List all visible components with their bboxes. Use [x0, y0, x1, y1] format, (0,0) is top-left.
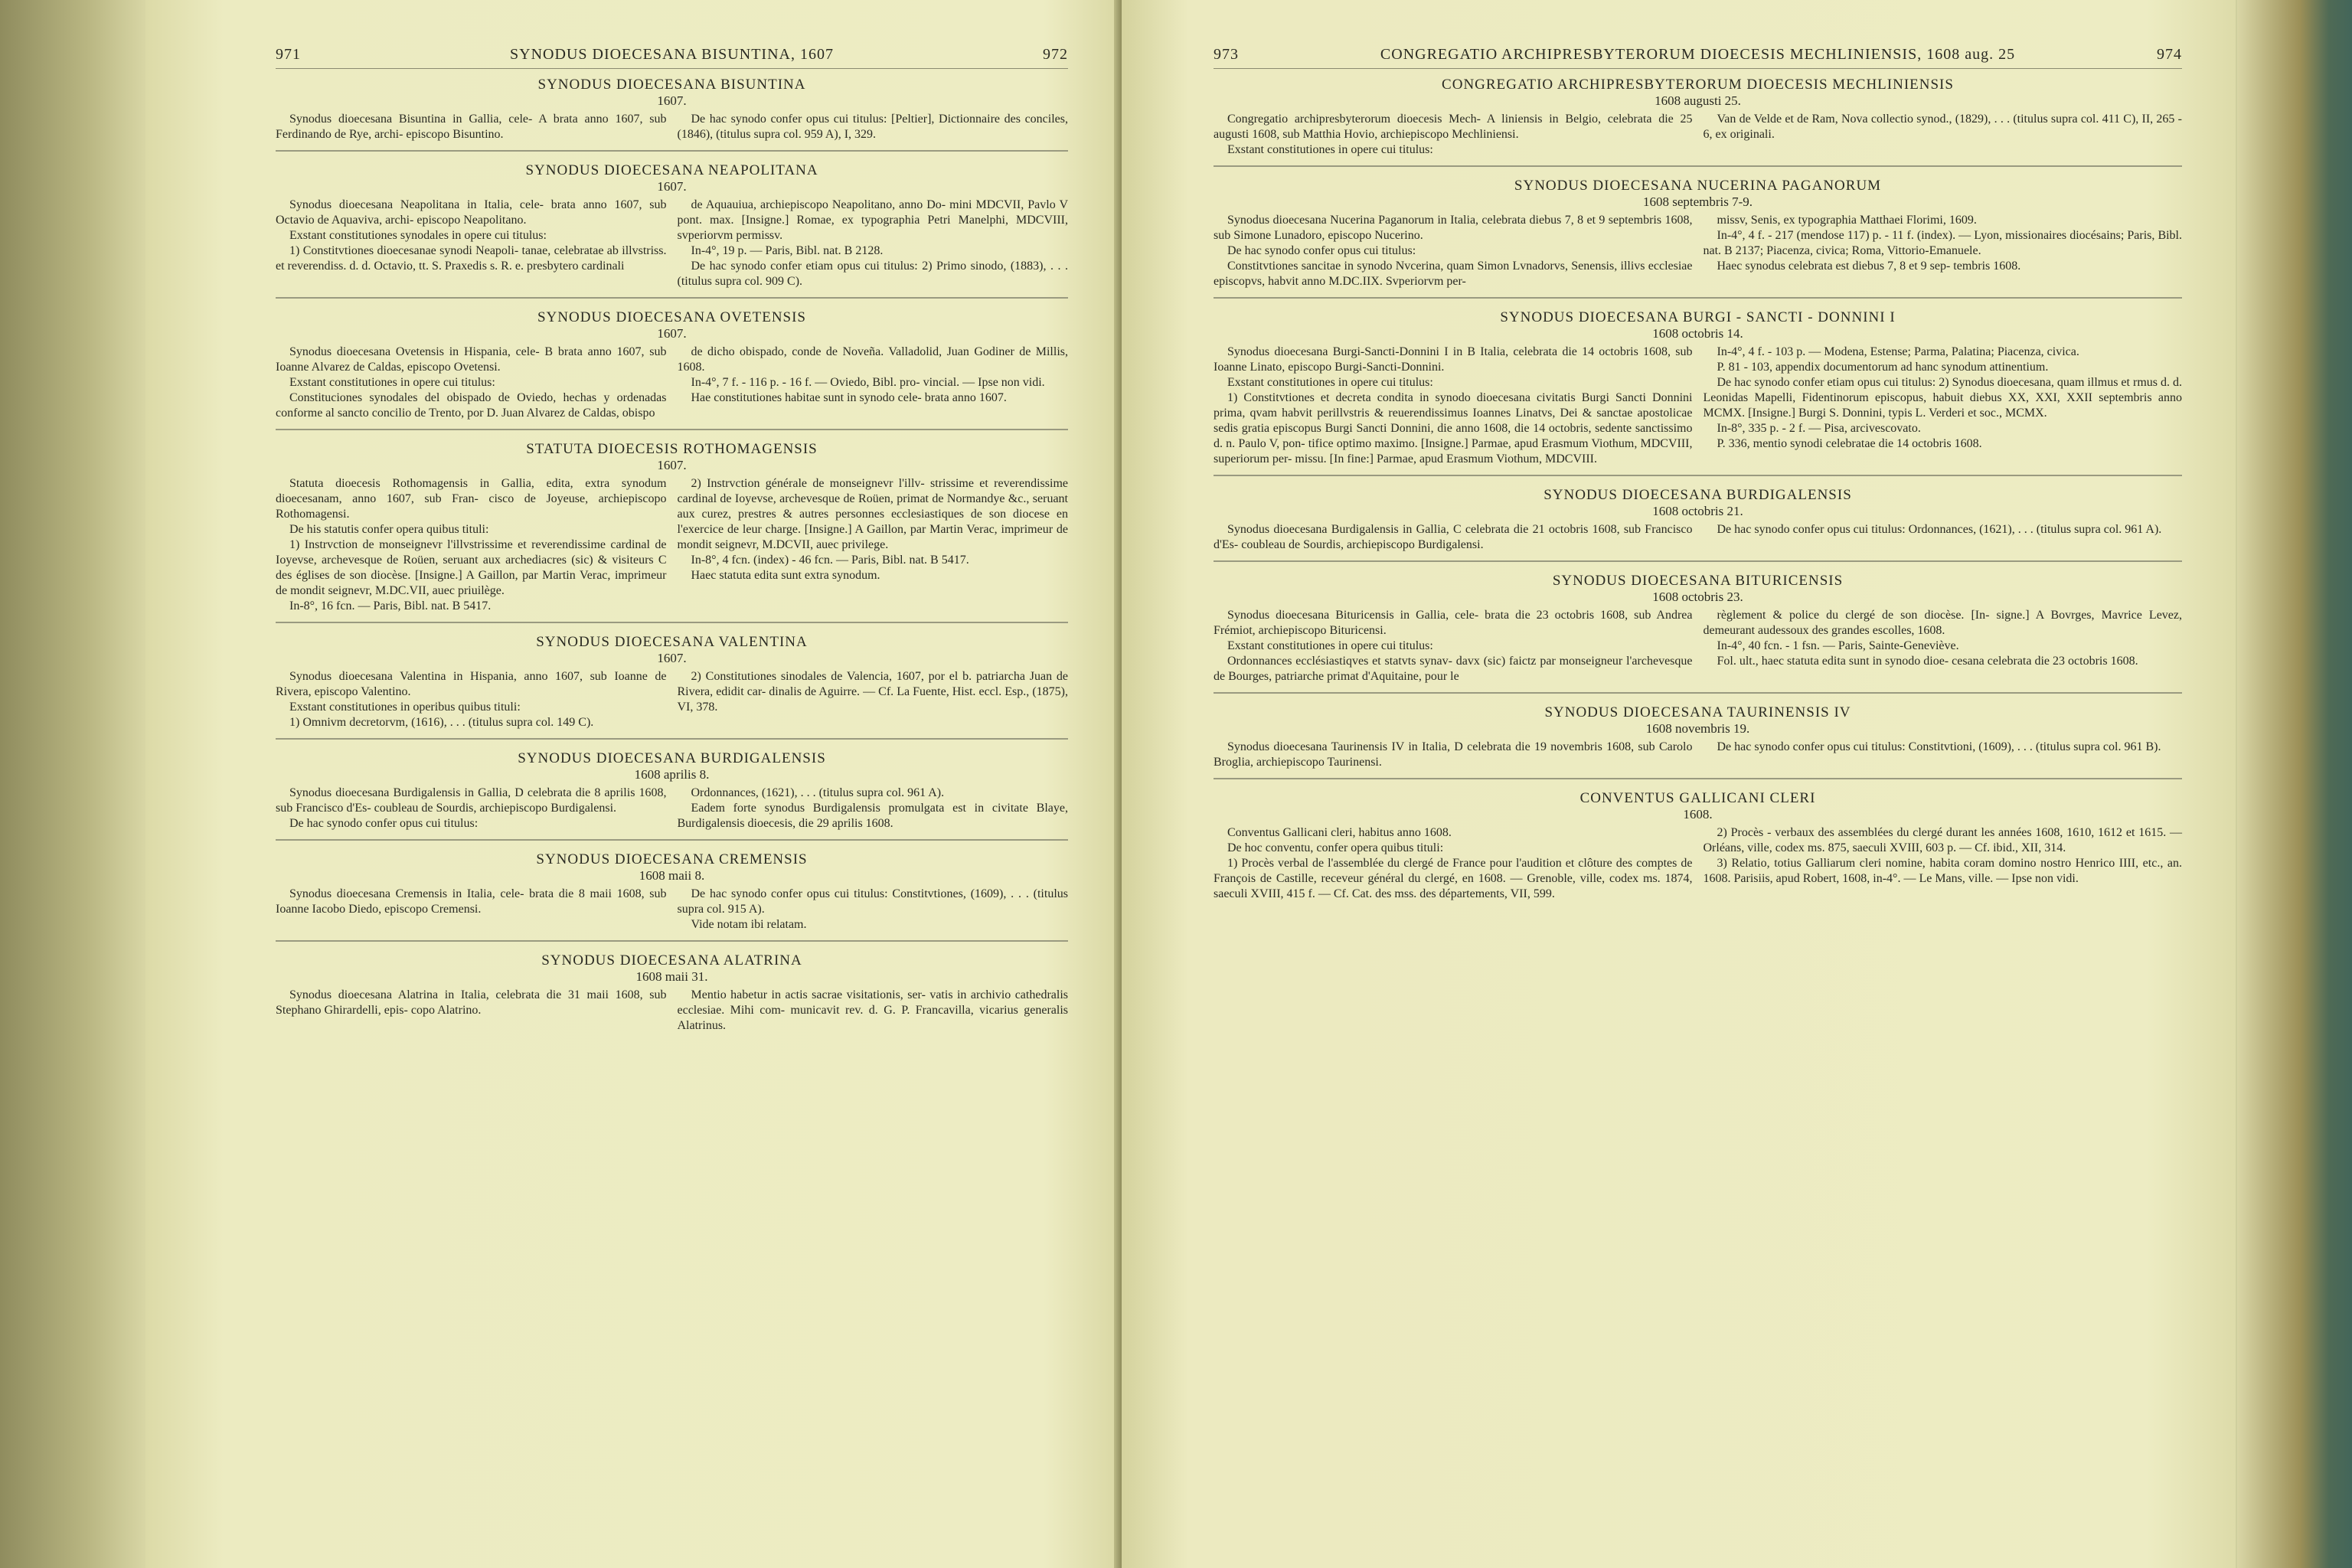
entry-col2: [1704, 522, 2183, 553]
entry-columns: [276, 198, 1068, 289]
entry: [1214, 704, 2182, 779]
entry-col2: [678, 112, 1069, 142]
entry-columns: [1214, 213, 2182, 289]
entry-col1: [276, 786, 667, 831]
entry-col1: [1214, 608, 1693, 684]
entry-col2: [678, 476, 1069, 614]
paragraph: In-4°, 4 f. - 217 (mendose 117) p. - 11 f. (index). — Lyon, missionaires diocésains; Paris, Bibl. nat. B 2137; Piacenza, civica; Roma, Vittorio-Emanuele.: [1703, 229, 2182, 257]
entry-title: SYNODUS DIOECESANA TAURINENSIS IV: [1544, 704, 1851, 720]
paragraph: Exstant constitutiones synodales in opere cui titulus:: [289, 229, 547, 242]
entry-col2: [1704, 345, 2183, 467]
paragraph: Exstant constitutiones in opere cui titulus:: [1227, 376, 1433, 389]
entry-col1: [1214, 740, 1693, 770]
book-edge-left: [0, 0, 145, 1568]
paragraph: 1) Constitvtiones dioecesanae synodi Neapoli- tanae, celebratae ab illvstriss. et reverendiss. d. d. Octavio, tt. S. Praxedis s. R. e. presbytero cardinali: [276, 244, 667, 273]
entry: [276, 851, 1068, 942]
paragraph: règlement & police du clergé de son diocèse. [In- signe.] A Bovrges, Mavrice Levez, demeurant audessoux des grandes escolles, 1608.: [1703, 609, 2182, 637]
entry: [276, 162, 1068, 299]
entry-col1: [1214, 213, 1693, 289]
entry-columns: [1214, 740, 2182, 770]
page-number: 974: [2157, 46, 2182, 63]
entry-title: SYNODUS DIOECESANA BURGI - SANCTI - DONNINI I: [1500, 309, 1896, 325]
entry-columns: [276, 887, 1068, 933]
paragraph: Vide notam ibi relatam.: [691, 918, 807, 931]
entry-date: 1608 octobris 14.: [1652, 326, 1743, 341]
entry-title: SYNODUS DIOECESANA NEAPOLITANA: [525, 162, 818, 178]
entry-col2: [1704, 112, 2183, 158]
paragraph: Constituciones synodales del obispado de Oviedo, hechas y ordenadas conforme al sancto concilio de Trento, por D. Juan Alvarez de Caldas, obispo: [276, 391, 667, 420]
paragraph: Ordonnances ecclésiastiqves et statvts synav- davx (sic) faictz par monseigneur l'archevesque de Bourges, patriarche primat d'Aquitaine, pour le: [1214, 655, 1693, 683]
paragraph: 3) Relatio, totius Galliarum cleri nomine, habita coram domino nostro Henrico IIII, etc., an. 1608. Parisiis, apud Robert, 1608, in-4°. — Le Mans, ville. — Ipse non vidi.: [1703, 857, 2182, 885]
entry-date: 1608 septembris 7-9.: [1642, 194, 1753, 209]
entry-date: 1607.: [657, 179, 687, 194]
page-number: 972: [1043, 46, 1068, 63]
paragraph: Van de Velde et de Ram, Nova collectio synod., (1829), . . . (titulus supra col. 411 C), II, 265 - 6, ex originali.: [1703, 113, 2182, 141]
paragraph: Synodus dioecesana Burgi-Sancti-Donnini I in B Italia, celebrata die 14 octobris 1608, sub Ioanne Linato, episcopo Burgi-Sancti-Donnini.: [1214, 345, 1693, 374]
running-title: SYNODUS DIOECESANA BISUNTINA, 1607: [510, 46, 834, 63]
entry-date: 1608 aprilis 8.: [634, 767, 710, 782]
entry-col1: [276, 198, 667, 289]
paragraph: In-8°, 16 fcn. — Paris, Bibl. nat. B 5417.: [289, 599, 492, 612]
paragraph: Hae constitutiones habitae sunt in synodo cele- brata anno 1607.: [691, 391, 1007, 404]
paragraph: Exstant constitutiones in opere cui titulus:: [1227, 639, 1433, 652]
paragraph: P. 81 - 103, appendix documentorum ad hanc synodum attinentium.: [1717, 361, 2049, 374]
running-head: [276, 46, 1068, 69]
entry-title: SYNODUS DIOECESANA BURDIGALENSIS: [518, 750, 826, 766]
entry-title: CONGREGATIO ARCHIPRESBYTERORUM DIOECESIS MECHLINIENSIS: [1442, 77, 1954, 93]
entry-date: 1608 octobris 23.: [1652, 590, 1743, 604]
paragraph: Synodus dioecesana Valentina in Hispania, anno 1607, sub Ioanne de Rivera, episcopo Valentino.: [276, 670, 667, 698]
entry-date: 1608 augusti 25.: [1655, 93, 1741, 108]
paragraph: de Aquauiua, archiepiscopo Neapolitano, anno Do- mini MDCVII, Pavlo V pont. max. [Insigne.] Romae, ex typographia Petri Manelphi, MDCVIII, svperiorvm permissv.: [677, 198, 1068, 242]
paragraph: Conventus Gallicani cleri, habitus anno 1608.: [1227, 826, 1452, 839]
entry-columns: [1214, 345, 2182, 467]
entry-columns: [1214, 522, 2182, 553]
paragraph: De hac synodo confer opus cui titulus: Ordonnances, (1621), . . . (titulus supra col. 961 A).: [1717, 523, 2162, 536]
entry-title: STATUTA DIOECESIS ROTHOMAGENSIS: [526, 441, 818, 457]
paragraph: Exstant constitutiones in opere cui titulus:: [289, 376, 495, 389]
paragraph: De hoc conventu, confer opera quibus tituli:: [1227, 841, 1444, 854]
paragraph: Exstant constitutiones in operibus quibus tituli:: [289, 701, 521, 714]
entry-date: 1607.: [657, 458, 687, 472]
entry-col1: [276, 345, 667, 421]
entry-date: 1608.: [1683, 807, 1713, 822]
entry: [276, 952, 1068, 1041]
entry: [276, 750, 1068, 841]
entry-title: SYNODUS DIOECESANA CREMENSIS: [536, 851, 808, 867]
entry: [276, 309, 1068, 430]
paragraph: Mentio habetur in actis sacrae visitationis, ser- vatis in archivio cathedralis ecclesiae. Mihi com- municavit rev. d. G. P. Francavilla, vicarius generalis Alatrinus.: [677, 988, 1068, 1032]
entry-col1: [276, 669, 667, 730]
entry: [1214, 573, 2182, 694]
entry-columns: [276, 112, 1068, 142]
paragraph: De hac synodo confer opus cui titulus:: [1227, 244, 1416, 257]
paragraph: Haec statuta edita sunt extra synodum.: [691, 569, 880, 582]
entry-col1: [1214, 522, 1693, 553]
entry-col1: [276, 887, 667, 933]
entry-col1: [1214, 345, 1693, 467]
paragraph: 2) Instrvction générale de monseignevr l'illv- strissime et reverendissime cardinal de Ioyevse, archevesque de Roüen, primat de Normandye &c., seruant aux curez, prestres & autres personnes ecclesiastiques de son diocese en l'exercice de leur charge. [Insigne.] A Gaillon, par Martin Verac, imprimeur de mondit seignevr, M.DCVII, auec privilege.: [677, 477, 1068, 551]
paragraph: Synodus dioecesana Bituricensis in Gallia, cele- brata die 23 octobris 1608, sub Andrea Frémiot, archiepiscopo Bituricensi.: [1214, 609, 1693, 637]
paragraph: Synodus dioecesana Ovetensis in Hispania, cele- B brata anno 1607, sub Ioanne Alvarez de Caldas, episcopo Ovetensi.: [276, 345, 667, 374]
paragraph: Synodus dioecesana Nucerina Paganorum in Italia, celebrata diebus 7, 8 et 9 septembris 1608, sub Simone Lunadoro, episcopo Nucerino.: [1214, 214, 1693, 242]
entry-col2: [678, 887, 1069, 933]
paragraph: De hac synodo confer opus cui titulus: Constitvtiones, (1609), . . . (titulus supra col. 915 A).: [677, 887, 1068, 916]
paragraph: De hac synodo confer opus cui titulus: [Peltier], Dictionnaire des conciles, (1846), (titulus supra col. 959 A), I, 329.: [677, 113, 1068, 141]
entry-col2: [678, 988, 1069, 1034]
entry-col2: [1704, 213, 2183, 289]
entry-date: 1608 maii 8.: [639, 868, 705, 883]
paragraph: Synodus dioecesana Bisuntina in Gallia, cele- A brata anno 1607, sub Ferdinando de Rye, archi- episcopo Bisuntino.: [276, 113, 667, 141]
entry-date: 1607.: [657, 651, 687, 665]
paragraph: 1) Omnivm decretorvm, (1616), . . . (titulus supra col. 149 C).: [289, 716, 594, 729]
paragraph: Statuta dioecesis Rothomagensis in Gallia, edita, extra synodum dioecesanam, anno 1607, sub Fran- cisco de Joyeuse, archiepiscopo Rothomagensi.: [276, 477, 667, 521]
entry-title: SYNODUS DIOECESANA BURDIGALENSIS: [1544, 487, 1852, 503]
entry-col2: [1704, 608, 2183, 684]
paragraph: Synodus dioecesana Cremensis in Italia, cele- brata die 8 maii 1608, sub Ioanne Iacobo Diedo, episcopo Cremensi.: [276, 887, 667, 916]
entry-col1: [276, 988, 667, 1034]
entry-date: 1608 novembris 19.: [1645, 721, 1750, 736]
entry-columns: [276, 988, 1068, 1034]
right-page: [1122, 0, 2236, 1568]
paragraph: Synodus dioecesana Neapolitana in Italia, cele- brata anno 1607, sub Octavio de Aquaviva, archi- episcopo Neapolitano.: [276, 198, 667, 227]
paragraph: 1) Procès verbal de l'assemblée du clergé de France pour l'audition et clôture des comptes de François de Castille, receveur général du clergé, en 1608. — Grenoble, ville, codex ms. 1874, saeculi XVIII, 415 f. — Cf. Cat. des mss. des départements, VII, 599.: [1214, 857, 1693, 900]
paragraph: Congregatio archipresbyterorum dioecesis Mech- A liniensis in Belgio, celebrata die 25 augusti 1608, sub Matthia Hovio, archiepiscopo Mechliniensi.: [1214, 113, 1693, 141]
paragraph: Exstant constitutiones in opere cui titulus:: [1227, 143, 1433, 156]
book-edge-right: [2237, 0, 2352, 1568]
paragraph: De hac synodo confer etiam opus cui titulus: 2) Synodus dioecesana, quam illmus et rmus d. d. Leonidas Mapelli, Fidentinorum episcopus, habuit diebus XX, XXI, XXII septembris anno MCMX. [Insigne.] Burgi S. Donnini, typis L. Verderi et soc., MCMX.: [1703, 376, 2182, 420]
entry-col2: [678, 198, 1069, 289]
paragraph: De hac synodo confer opus cui titulus:: [289, 817, 479, 830]
paragraph: 1) Constitvtiones et decreta condita in synodo dioecesana civitatis Burgi Sancti Donnini prima, qvam habvit perillvstris & reuerendissimus Ioannes Linatvs, Dei & sanctae apostolicae sedis gratia episcopus Burgi Sancti Donnini, die anno 1608, die 14 octobris, sedente sanctissimo d. n. Paulo V, pon- tifice optimo maximo. [Insigne.] Parmae, apud Erasmum Viothum, MDCVIII, superiorum per- missu. [In fine:] Parmae, apud Erasmum Viothum, MDCVIII.: [1214, 391, 1693, 466]
page-number: 971: [276, 46, 301, 63]
paragraph: De hac synodo confer etiam opus cui titulus: 2) Primo sinodo, (1883), . . . (titulus supra col. 909 C).: [677, 260, 1068, 288]
paragraph: missv, Senis, ex typographia Matthaei Florimi, 1609.: [1717, 214, 1977, 227]
paragraph: De hac synodo confer opus cui titulus: Constitvtioni, (1609), . . . (titulus supra col. 961 B).: [1717, 740, 2161, 753]
paragraph: 2) Procès - verbaux des assemblées du clergé durant les années 1608, 1610, 1612 et 1615. — Orléans, ville, codex ms. 875, saeculi XVIII, 603 p. — Cf. ibid., XII, 314.: [1703, 826, 2182, 854]
paragraph: In-8°, 4 fcn. (index) - 46 fcn. — Paris, Bibl. nat. B 5417.: [691, 554, 969, 567]
paragraph: Eadem forte synodus Burdigalensis promulgata est in civitate Blaye, Burdigalensis dioecesis, die 29 aprilis 1608.: [677, 802, 1068, 830]
entry-columns: [276, 476, 1068, 614]
entry: [276, 634, 1068, 740]
paragraph: In-4°, 7 f. - 116 p. - 16 f. — Oviedo, Bibl. pro- vincial. — Ipse non vidi.: [691, 376, 1045, 389]
paragraph: In-4°, 4 f. - 103 p. — Modena, Estense; Parma, Palatina; Piacenza, civica.: [1717, 345, 2079, 358]
entry-date: 1608 maii 31.: [635, 969, 708, 984]
entry-title: SYNODUS DIOECESANA BITURICENSIS: [1552, 573, 1844, 589]
entries-list: [276, 77, 1068, 1041]
paragraph: Synodus dioecesana Burdigalensis in Gallia, C celebrata die 21 octobris 1608, sub Francisco d'Es- coubleau de Sourdis, archiepiscopo Burdigalensi.: [1214, 523, 1693, 551]
entry-title: SYNODUS DIOECESANA VALENTINA: [536, 634, 808, 650]
paragraph: 1) Instrvction de monseignevr l'illvstrissime et reverendissime cardinal de Ioyevse, archevesque de Roüen, seruant aux archediacres (sic) & visiteurs C des églises de son diocèse. [Insigne.] A Gaillon, par Martin Verac, imprimeur de mondit seignevr, M.DC.VII, auec priuilège.: [276, 538, 667, 597]
entry-col1: [276, 112, 667, 142]
paragraph: In-4°, 19 p. — Paris, Bibl. nat. B 2128.: [691, 244, 884, 257]
paragraph: De his statutis confer opera quibus tituli:: [289, 523, 489, 536]
entry-title: SYNODUS DIOECESANA ALATRINA: [541, 952, 802, 969]
paragraph: Synodus dioecesana Taurinensis IV in Italia, D celebrata die 19 novembris 1608, sub Carolo Broglia, archiepiscopo Taurinensi.: [1214, 740, 1693, 769]
paragraph: Haec synodus celebrata est diebus 7, 8 et 9 sep- tembris 1608.: [1717, 260, 2021, 273]
entry-title: SYNODUS DIOECESANA NUCERINA PAGANORUM: [1514, 178, 1882, 194]
running-title: CONGREGATIO ARCHIPRESBYTERORUM DIOECESIS MECHLINIENSIS, 1608 aug. 25: [1380, 46, 2016, 63]
paragraph: 2) Constitutiones sinodales de Valencia, 1607, por el b. patriarcha Juan de Rivera, edidit car- dinalis de Aguirre. — Cf. La Fuente, Hist. eccl. Esp., (1875), VI, 378.: [677, 670, 1068, 714]
paragraph: Synodus dioecesana Burdigalensis in Gallia, D celebrata die 8 aprilis 1608, sub Francisco d'Es- coubleau de Sourdis, archiepiscopo Burdigalensi.: [276, 786, 667, 815]
entries-list: [1214, 77, 2182, 910]
entry: [1214, 178, 2182, 299]
entry-col2: [678, 669, 1069, 730]
entry-col2: [1704, 740, 2183, 770]
entry: [1214, 487, 2182, 562]
entry-columns: [276, 786, 1068, 831]
paragraph: In-8°, 335 p. - 2 f. — Pisa, arcivescovato.: [1717, 422, 1921, 435]
entry-col1: [1214, 825, 1693, 902]
entry: [1214, 309, 2182, 476]
entry-col2: [678, 345, 1069, 421]
paragraph: P. 336, mentio synodi celebratae die 14 octobris 1608.: [1717, 437, 1982, 450]
entry-col2: [1704, 825, 2183, 902]
running-head: [1214, 46, 2182, 69]
entry: [276, 441, 1068, 623]
paragraph: de dicho obispado, conde de Noveña. Valladolid, Juan Godiner de Millis, 1608.: [677, 345, 1068, 374]
entry-columns: [1214, 608, 2182, 684]
entry-col2: [678, 786, 1069, 831]
paragraph: Synodus dioecesana Alatrina in Italia, celebrata die 31 maii 1608, sub Stephano Ghirardelli, epis- copo Alatrino.: [276, 988, 667, 1017]
entry-date: 1607.: [657, 93, 687, 108]
entry-columns: [1214, 825, 2182, 902]
entry-columns: [276, 669, 1068, 730]
paragraph: Fol. ult., haec statuta edita sunt in synodo dioe- cesana celebrata die 23 octobris 1608.: [1717, 655, 2138, 668]
page-number: 973: [1214, 46, 1239, 63]
entry-date: 1607.: [657, 326, 687, 341]
paragraph: Constitvtiones sancitae in synodo Nvcerina, quam Simon Lvnadorvs, Senensis, illivs ecclesiae episcopvs, habvit anno M.DC.IIX. Svperiorvm per-: [1214, 260, 1693, 288]
paragraph: Ordonnances, (1621), . . . (titulus supra col. 961 A).: [691, 786, 945, 799]
left-page: [145, 0, 1122, 1568]
entry-col1: [1214, 112, 1693, 158]
entry-title: SYNODUS DIOECESANA BISUNTINA: [537, 77, 806, 93]
entry-title: CONVENTUS GALLICANI CLERI: [1579, 790, 1816, 806]
entry-date: 1608 octobris 21.: [1652, 504, 1743, 518]
entry-columns: [1214, 112, 2182, 158]
entry: [1214, 77, 2182, 167]
entry: [276, 77, 1068, 152]
entry: [1214, 790, 2182, 910]
paragraph: In-4°, 40 fcn. - 1 fsn. — Paris, Sainte-Geneviève.: [1717, 639, 1959, 652]
entry-col1: [276, 476, 667, 614]
entry-title: SYNODUS DIOECESANA OVETENSIS: [537, 309, 807, 325]
entry-columns: [276, 345, 1068, 421]
